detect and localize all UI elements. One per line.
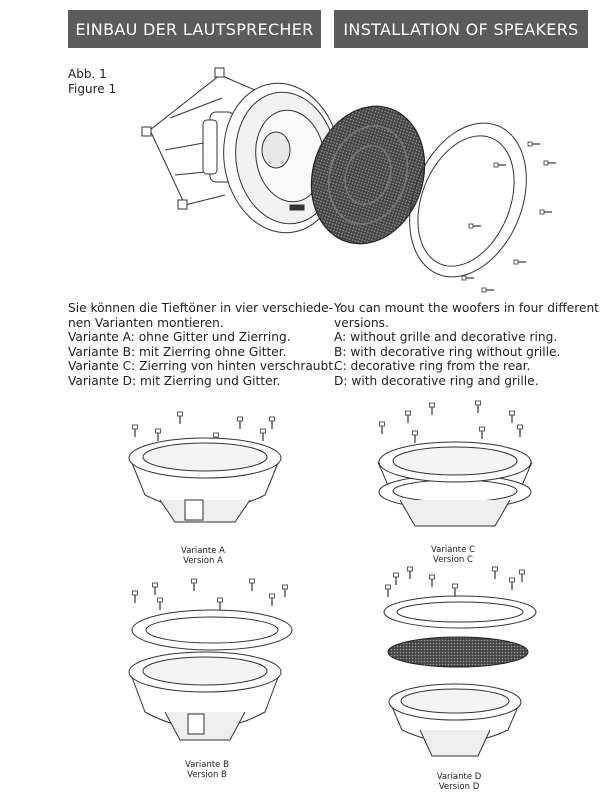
caption-de: Variante C [430,545,475,555]
caption-en: Version D [438,782,480,792]
variant-d-drawing [384,567,536,756]
variant-c-drawing [378,401,532,526]
text-line: B: with decorative ring without grille. [334,344,561,359]
caption-de: Variante B [185,760,229,770]
text-line: You can mount the woofers in four different [334,301,599,315]
caption-variant-c [413,545,493,565]
text-line: Variante B: mit Zierring ohne Gitter. [68,344,287,359]
caption-variant-a [163,546,243,566]
caption-de: Variante D [436,772,482,782]
mounting-screws [462,142,556,292]
caption-variant-d [419,772,499,792]
text-line: D: with decorative ring and grille. [334,373,539,388]
variant-b-drawing [129,579,292,740]
figure-label-de: Abb. 1 [68,67,107,81]
variant-a-drawing [129,412,281,522]
caption-variant-b [167,760,247,780]
figure-label-en: Figure 1 [68,82,117,96]
caption-en: Version A [183,556,223,566]
text-line: Variante C: Zierring von hinten verschraubt. [68,359,337,374]
caption-de: Variante A [181,546,225,556]
header-english: INSTALLATION OF SPEAKERS [334,10,588,48]
caption-en: Version B [187,770,227,780]
text-line: A: without grille and decorative ring. [334,330,558,345]
text-line: Variante A: ohne Gitter und Zierring. [68,330,291,345]
text-line: Variante D: mit Zierring und Gitter. [68,373,281,388]
caption-en: Version C [433,555,473,565]
description-english [334,301,599,389]
header-german: EINBAU DER LAUTSPRECHER [68,10,321,48]
text-line: nen Varianten montieren. [68,315,224,330]
figure1-exploded-view [142,68,556,294]
text-line: Sie können die Tieftöner in vier verschiede- [68,301,333,315]
description-german [68,301,337,389]
text-line: versions. [334,315,389,330]
text-line: C: decorative ring from the rear. [334,359,531,374]
